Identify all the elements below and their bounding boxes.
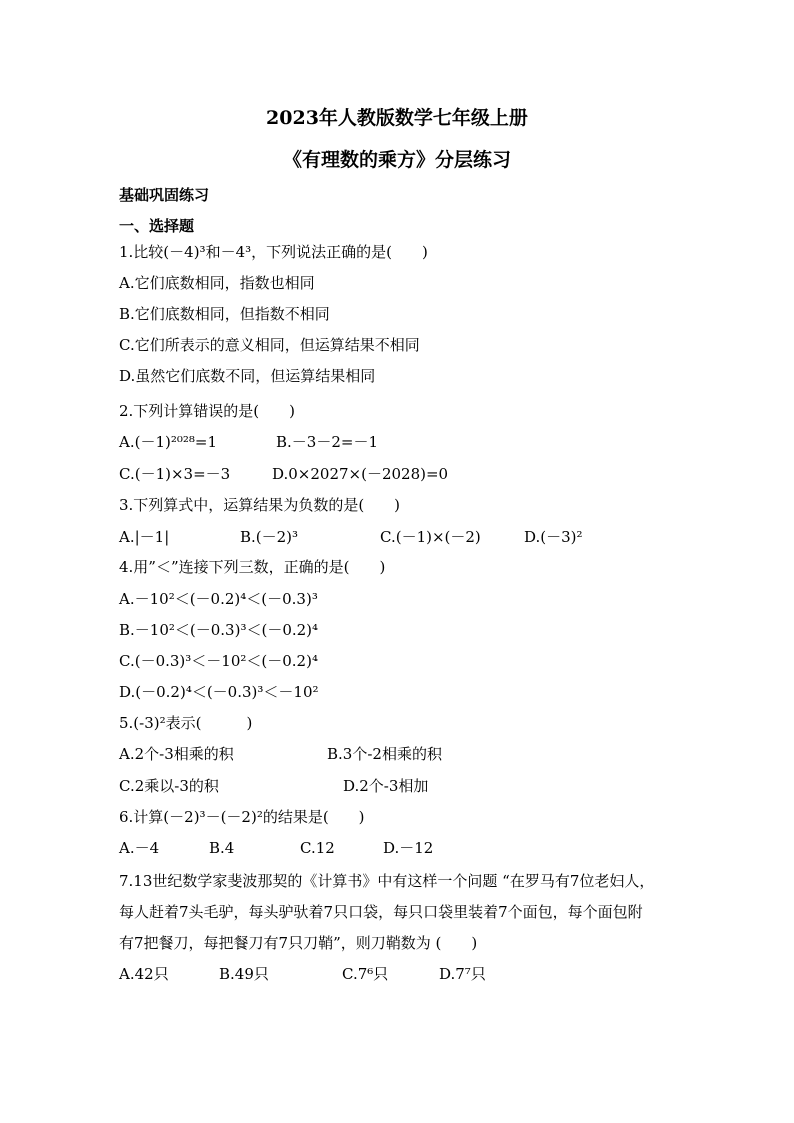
question-5-option-c: C.2乘以-3的积 xyxy=(119,777,219,795)
document-title: 2023年人教版数学七年级上册 xyxy=(266,107,528,129)
part-heading: 一、选择题 xyxy=(119,217,195,235)
question-5-option-b: B.3个-2相乘的积 xyxy=(327,745,442,763)
question-3-option-a: A.|－1| xyxy=(119,528,170,546)
question-2-stem: 2.下列计算错误的是( ) xyxy=(119,402,296,420)
question-3-stem: 3.下列算式中，运算结果为负数的是( ) xyxy=(119,496,401,514)
question-1-option-b: B.它们底数相同，但指数不相同 xyxy=(119,305,330,323)
question-6-option-a: A.－4 xyxy=(119,839,160,857)
section-heading: 基础巩固练习 xyxy=(119,186,210,204)
question-5-option-d: D.2个-3相加 xyxy=(343,777,429,795)
document-subtitle: 《有理数的乘方》分层练习 xyxy=(282,149,511,171)
question-4-option-d: D.(－0.2)⁴＜(－0.3)³＜－10² xyxy=(119,683,319,701)
question-4-option-c: C.(－0.3)³＜－10²＜(－0.2)⁴ xyxy=(119,652,318,670)
question-7-stem-line-1: 7.13世纪数学家斐波那契的《计算书》中有这样一个问题 “在罗马有7位老妇人， xyxy=(119,872,655,890)
question-6-option-b: B.4 xyxy=(209,839,235,857)
question-7-stem-line-3: 有7把餐刀，每把餐刀有7只刀鞘”，则刀鞘数为 ( ) xyxy=(119,934,478,952)
question-6-option-d: D.－12 xyxy=(383,839,434,857)
question-3-option-c: C.(－1)×(－2) xyxy=(380,528,481,546)
question-1-option-d: D.虽然它们底数不同，但运算结果相同 xyxy=(119,367,376,385)
question-7-option-a: A.42只 xyxy=(119,965,169,983)
question-5-option-a: A.2个-3相乘的积 xyxy=(119,745,234,763)
question-1-option-c: C.它们所表示的意义相同，但运算结果不相同 xyxy=(119,336,420,354)
question-4-stem: 4.用”＜”连接下列三数，正确的是( ) xyxy=(119,558,386,576)
question-4-option-a: A.－10²＜(－0.2)⁴＜(－0.3)³ xyxy=(119,590,318,608)
question-2-option-c: C.(－1)×3=－3 xyxy=(119,465,231,483)
question-2-option-b: B.－3－2=－1 xyxy=(276,433,378,451)
question-7-option-b: B.49只 xyxy=(219,965,269,983)
question-3-option-b: B.(－2)³ xyxy=(240,528,299,546)
question-2-option-a: A.(－1)²⁰²⁸=1 xyxy=(119,433,218,451)
question-1-stem: 1.比较(－4)³和－4³，下列说法正确的是( ) xyxy=(119,243,428,261)
question-4-option-b: B.－10²＜(－0.3)³＜(－0.2)⁴ xyxy=(119,621,319,639)
question-1-option-a: A.它们底数相同，指数也相同 xyxy=(119,274,315,292)
question-3-option-d: D.(－3)² xyxy=(524,528,583,546)
question-7-stem-line-2: 每人赶着7头毛驴，每头驴驮着7只口袋，每只口袋里装着7个面包，每个面包附 xyxy=(119,903,643,921)
question-7-option-d: D.7⁷只 xyxy=(439,965,486,983)
question-2-option-d: D.0×2027×(－2028)=0 xyxy=(272,465,449,483)
question-7-option-c: C.7⁶只 xyxy=(342,965,389,983)
question-6-stem: 6.计算(－2)³－(－2)²的结果是( ) xyxy=(119,808,365,826)
question-5-stem: 5.(-3)²表示( ) xyxy=(119,714,253,732)
question-6-option-c: C.12 xyxy=(300,839,335,857)
